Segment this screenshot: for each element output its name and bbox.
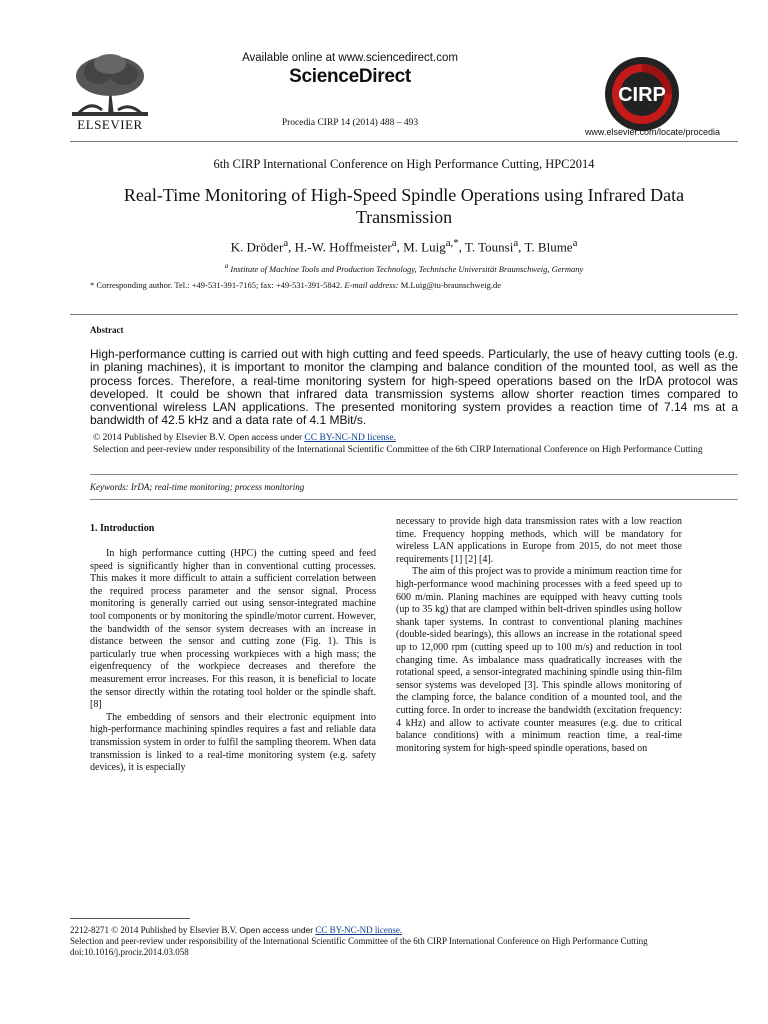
affiliation-text: Institute of Machine Tools and Production Technology, Technische Universität Braunschweig, Germany — [230, 263, 584, 274]
issn-line: 2212-8271 © 2014 Published by Elsevier B.V. — [70, 925, 238, 935]
keywords-label: Keywords: — [90, 482, 129, 492]
copyright-text: © 2014 Published by Elsevier B.V. — [93, 433, 226, 443]
sciencedirect-wordmark: ScienceDirect — [289, 66, 411, 87]
affiliation — [70, 262, 738, 274]
author-name: M. Luig — [403, 239, 446, 255]
conference-name: 6th CIRP International Conference on High Performance Cutting, HPC2014 — [213, 157, 595, 171]
doi[interactable]: doi:10.1016/j.procir.2014.03.058 — [70, 947, 189, 957]
author-name: H.-W. Hoffmeister — [294, 239, 392, 255]
footer-divider — [70, 918, 190, 919]
email-label: E-mail address: — [344, 280, 399, 290]
license-link[interactable]: CC BY-NC-ND license. — [304, 433, 396, 443]
footer-notes — [70, 925, 738, 958]
cirp-logo — [604, 56, 680, 132]
affiliation-sup: a — [224, 262, 229, 270]
author-sup: a — [572, 237, 578, 249]
body-column-right — [396, 516, 682, 755]
corresponding-author — [90, 280, 738, 290]
header-divider — [70, 141, 738, 142]
body-column-left — [90, 548, 376, 775]
corresponding-contact: * Corresponding author. Tel.: +49-531-391-7165; fax: +49-531-391-5842. — [90, 280, 343, 290]
paper-title: Real-Time Monitoring of High-Speed Spindle Operations using Infrared Data Transmission — [123, 185, 685, 227]
author-name: K. Dröder — [230, 239, 284, 255]
abstract-copyright — [93, 432, 738, 456]
section-heading-introduction: 1. Introduction — [90, 523, 155, 534]
review-text: Selection and peer-review under responsibility of the International Scientific Committee of the 6th CIRP International Conference on High Performance Cutting — [93, 444, 703, 455]
abstract-heading: Abstract — [90, 325, 124, 335]
abstract-divider — [70, 314, 738, 315]
author-sup: a,* — [445, 237, 459, 249]
body-paragraph: In high performance cutting (HPC) the cutting speed and feed speed is significantly higher than in conventional cutting processes. This makes it more difficult to attain a sufficient correlation between the required process parameter and the sensor signal. Process monitoring is generally carried out using sensor-integrated machine tool components or by monitoring the spindle/motor current. However, the bandwidth of the sensor system decreases with an increase in distance between the sensor and cutting zone (Fig. 1). This is particularly true when processing workpieces with a high mass; the eigenfrequency of the workpiece decreases and therefore the measurement error increases. For this reason, it is beneficial to locate the sensor directly within the rotating tool holder or the spindle shaft. [8] — [90, 548, 376, 711]
open-access-text: Open access under — [228, 432, 303, 442]
abstract-text: High-performance cutting is carried out with high cutting and feed speeds. Particularly, the use of heavy cutting tools (e.g. in planing machines), it is important to monitor the clamping and balance condition of the mounted tool, as well as the process forces. Therefore, a real-time monitoring system for high-speed operations based on the IrDA protocol was developed. It could be shown that infrared data transmission systems allow shorter reaction times compared to conventional wireless LAN applications. The presented monitoring system provides a reaction time of 7.14 ms at a bandwidth of 42.5 kHz and a data rate of 4.1 MBit/s. — [90, 347, 738, 428]
body-paragraph: The aim of this project was to provide a minimum reaction time for high-performance wood machining processes with a feed speed up to 600 m/min. Planing machines are equipped with heavy cutting tools (up to 35 kg) that are clamped within belt-driven spindles using hollow shank taper systems. In contrast to conventional planing machines (double-sided bearings), this allows an increase in the rotational speed up to 12,000 rpm (cutting speed up to 100 m/s) and reduction in tool changing time. As imbalance mass quadratically increases with the rotational speed, a sensor-integrated machining spindle using thin-film sensor systems was developed [3]. This spindle allows monitoring of the clamping force, the balance condition of a mounted tool, and the cutting force. In order to increase the bandwidth (excitation frequency: 4 kHz) and allow to activate counter measures (e.g. due to critical balance conditions) with a minimum reaction time, a real-time monitoring system for high-speed spindle operations, based on — [396, 566, 682, 754]
journal-reference: Procedia CIRP 14 (2014) 488 – 493 — [281, 118, 419, 128]
author-name: T. Tounsi — [464, 239, 514, 255]
email-link[interactable]: M.Luig@tu-braunschweig.de — [400, 280, 502, 290]
footer-license-link[interactable]: CC BY-NC-ND license. — [315, 925, 403, 935]
cirp-logo-text: CIRP — [618, 84, 666, 106]
author-sup: a — [513, 237, 519, 249]
journal-homepage-link[interactable]: www.elsevier.com/locate/procedia — [584, 127, 720, 137]
keywords-text: IrDA; real-time monitoring; process monitoring — [130, 482, 305, 492]
author-list: K. Dröder$^a$, H.-W. Hoffmeister$^a$, M. Luig$^{a,*}$, T. Tounsi$^a$, T. Blume$^a$ — [230, 237, 578, 255]
footer-open-access: Open access under — [239, 925, 314, 935]
keywords-top-divider — [90, 474, 738, 475]
footer-review: Selection and peer-review under responsibility of the International Scientific Committee of the 6th CIRP International Conference on High Performance Cutting — [70, 936, 648, 946]
body-paragraph: necessary to provide high data transmission rates with a low reaction time. Frequency hopping methods, which will be mandatory for wireless LAN applications in Europe from 2015, do not meet those requirements [1] [2] [4]. — [396, 516, 682, 565]
author-sup: a — [283, 237, 289, 249]
keywords-bottom-divider — [90, 499, 738, 500]
keywords — [90, 482, 738, 492]
author-name: T. Blume — [524, 239, 573, 255]
publisher-wordmark: ELSEVIER — [77, 117, 143, 132]
author-sup: a — [391, 237, 397, 249]
body-paragraph: The embedding of sensors and their electronic equipment into high-performance machining spindles requires a fast and reliable data transmission system in order to fulfil the sampling theorem. When data transmission is linked to a real-time monitoring system (e.g. safety devices), it is especially — [90, 711, 376, 774]
elsevier-tree-logo — [70, 52, 150, 118]
available-online-text: Available online at www.sciencedirect.com — [242, 52, 458, 64]
